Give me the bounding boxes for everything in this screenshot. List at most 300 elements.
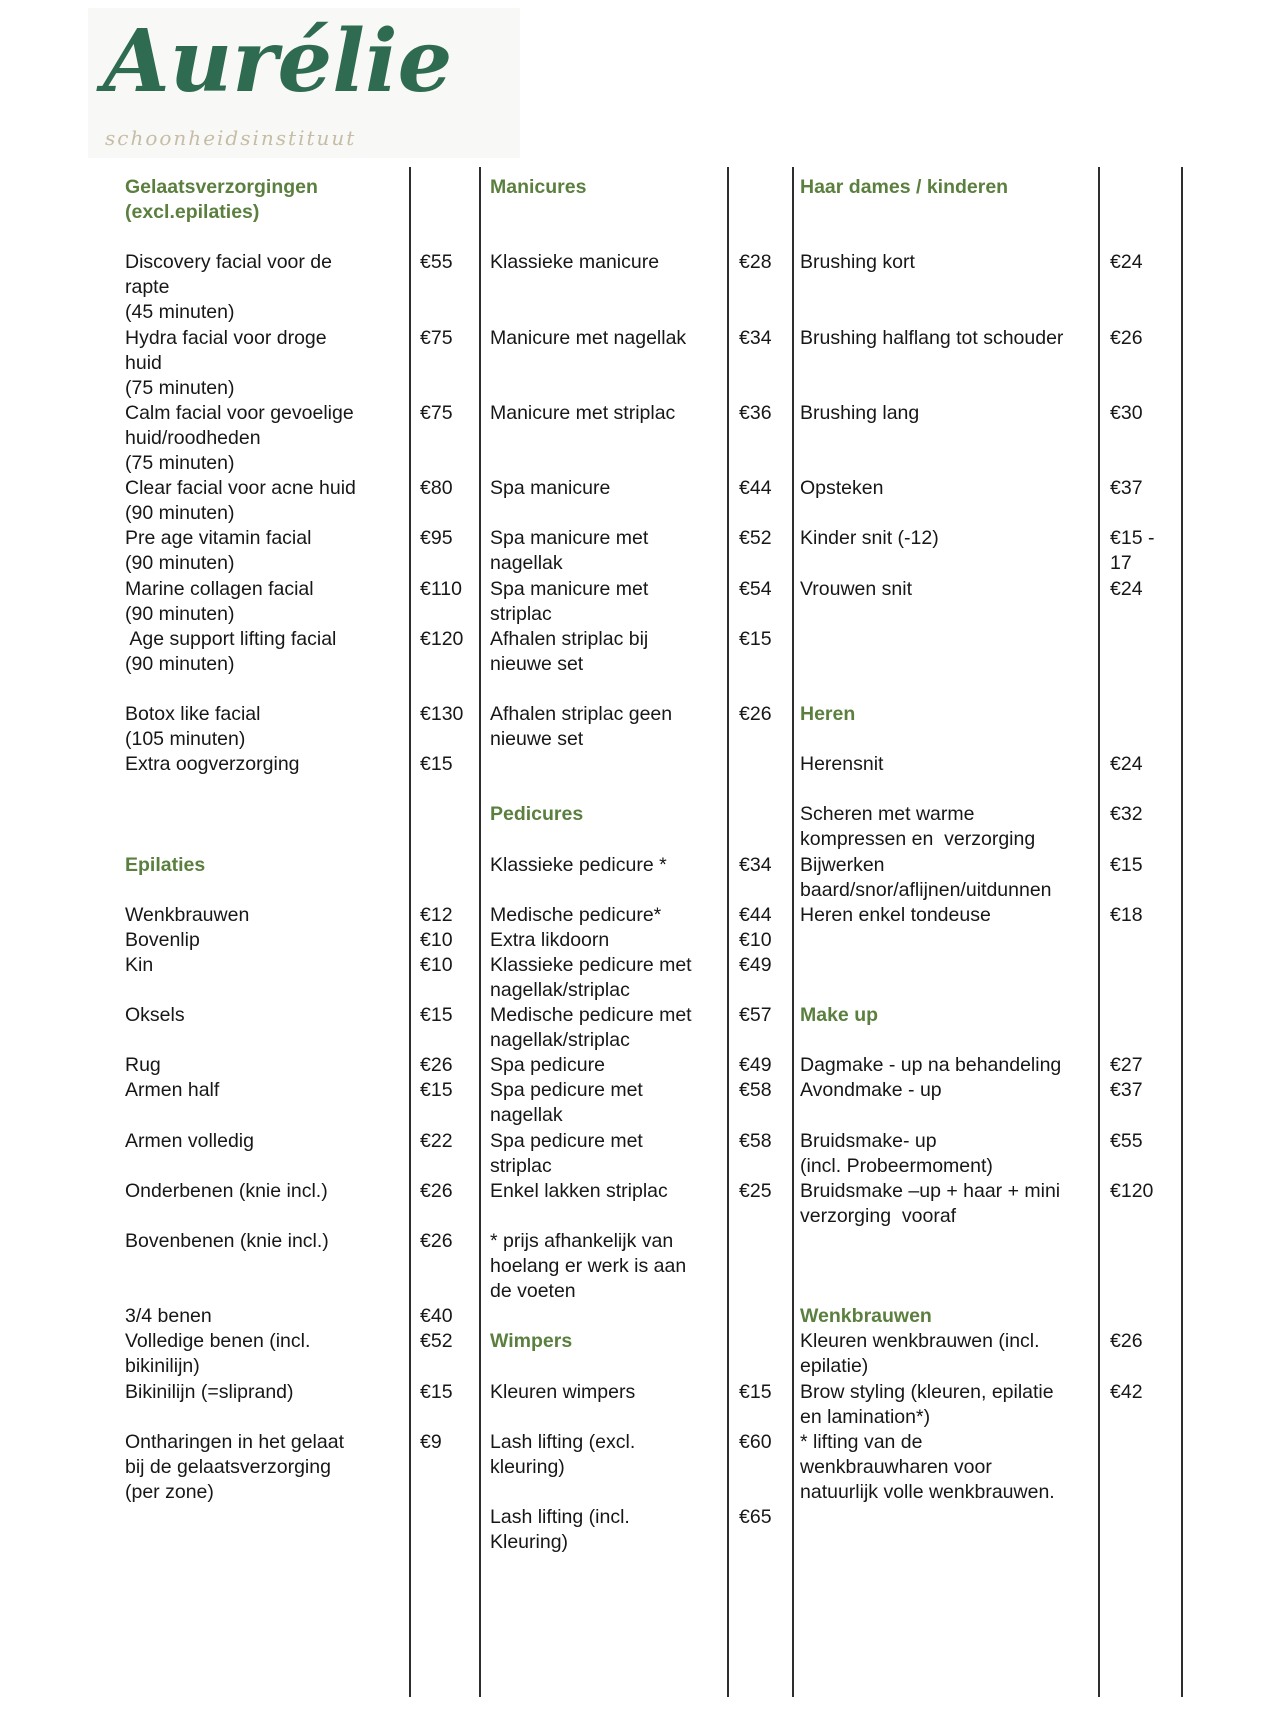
service-price: €37 xyxy=(1110,1079,1143,1102)
blank-line xyxy=(800,928,1096,953)
service-name: Afhalen striplac bij xyxy=(490,627,649,650)
blank-price xyxy=(420,853,463,878)
blank-line xyxy=(125,1154,407,1179)
blank-line xyxy=(490,1480,725,1505)
column-divider xyxy=(1181,167,1183,1697)
blank-price xyxy=(420,802,463,827)
service-name: epilatie) xyxy=(800,1355,869,1378)
blank-price xyxy=(739,1154,772,1179)
service-price: €25 xyxy=(739,1179,772,1202)
service-price: €26 xyxy=(420,1229,453,1252)
service-price: €15 - xyxy=(1110,527,1155,550)
service-price: €24 xyxy=(1110,251,1143,274)
blank-price xyxy=(420,426,463,451)
service-name: Heren enkel tondeuse xyxy=(800,903,991,926)
section-heading: Epilaties xyxy=(125,853,206,876)
blank-line xyxy=(800,978,1096,1003)
service-name: (90 minuten) xyxy=(125,602,235,625)
blank-line xyxy=(800,376,1096,401)
section-heading: Heren xyxy=(800,702,856,725)
service-name: Armen half xyxy=(125,1079,220,1102)
service-name: Manicure met striplac xyxy=(490,401,676,424)
blank-price xyxy=(739,1028,772,1053)
service-name: Wenkbrauwen xyxy=(125,903,250,926)
blank-price xyxy=(739,878,772,903)
blank-price xyxy=(1110,1304,1154,1329)
service-name: Medische pedicure met xyxy=(490,1004,692,1027)
service-name: de voeten xyxy=(490,1280,576,1303)
blank-price xyxy=(1110,225,1154,250)
service-name: Oksels xyxy=(125,1004,185,1027)
blank-price xyxy=(1110,702,1154,727)
service-name: Spa pedicure met xyxy=(490,1129,643,1152)
service-name: Herensnit xyxy=(800,753,884,776)
service-name: Discovery facial voor de xyxy=(125,251,332,274)
service-name: nieuwe set xyxy=(490,652,584,675)
blank-price xyxy=(1110,727,1154,752)
blank-line xyxy=(800,501,1096,526)
blank-price xyxy=(739,1455,772,1480)
blank-price xyxy=(739,1405,772,1430)
column-divider xyxy=(1098,167,1100,1697)
blank-price xyxy=(1110,501,1154,526)
blank-line xyxy=(800,1229,1096,1254)
service-price: €37 xyxy=(1110,477,1143,500)
service-name: Kleuren wimpers xyxy=(490,1380,636,1403)
service-name: Calm facial voor gevoelige xyxy=(125,401,354,424)
blank-line xyxy=(800,426,1096,451)
service-price: €75 xyxy=(420,401,453,424)
blank-price xyxy=(1110,1254,1154,1279)
service-price: €95 xyxy=(420,527,453,550)
blank-price xyxy=(739,275,772,300)
blank-line xyxy=(490,501,725,526)
service-name: Age support lifting facial xyxy=(125,627,337,650)
service-name: Botox like facial xyxy=(125,702,261,725)
blank-price xyxy=(1110,777,1154,802)
service-name: Lash lifting (incl. xyxy=(490,1505,630,1528)
service-name: (90 minuten) xyxy=(125,502,235,525)
blank-line xyxy=(490,1354,725,1379)
service-name: Pre age vitamin facial xyxy=(125,527,312,550)
service-name: bikinilijn) xyxy=(125,1355,200,1378)
service-name: Brushing kort xyxy=(800,251,915,274)
blank-price xyxy=(420,677,463,702)
blank-line xyxy=(490,827,725,852)
blank-price xyxy=(739,777,772,802)
service-price: €80 xyxy=(420,477,453,500)
blank-price xyxy=(420,300,463,325)
blank-line xyxy=(800,351,1096,376)
blank-line xyxy=(490,376,725,401)
blank-line xyxy=(800,677,1096,702)
service-name: (75 minuten) xyxy=(125,452,235,475)
service-price: €55 xyxy=(1110,1129,1143,1152)
column-manicures-pedicures-wimpers-names xyxy=(490,175,725,1555)
service-name: kompressen en verzorging xyxy=(800,828,1036,851)
blank-price xyxy=(739,1530,772,1555)
service-name: (per zone) xyxy=(125,1480,214,1503)
service-name: Klassieke pedicure * xyxy=(490,853,667,876)
blank-price xyxy=(1110,1430,1154,1455)
blank-line xyxy=(800,275,1096,300)
blank-line xyxy=(490,426,725,451)
blank-price xyxy=(420,1028,463,1053)
blank-line xyxy=(800,953,1096,978)
service-price: 17 xyxy=(1110,552,1132,575)
blank-price xyxy=(1110,827,1154,852)
section-heading: Wimpers xyxy=(490,1330,573,1353)
service-price: €130 xyxy=(420,702,464,725)
blank-price xyxy=(1110,1028,1154,1053)
service-name: * lifting van de xyxy=(800,1430,923,1453)
service-price: €10 xyxy=(420,928,453,951)
service-name: Bijwerken xyxy=(800,853,885,876)
service-name: (105 minuten) xyxy=(125,728,246,751)
service-name: Rug xyxy=(125,1054,161,1077)
blank-line xyxy=(125,677,407,702)
service-price: €44 xyxy=(739,477,772,500)
service-name: Scheren met warme xyxy=(800,803,975,826)
blank-line xyxy=(800,1254,1096,1279)
blank-price xyxy=(1110,1480,1154,1505)
service-name: Ontharingen in het gelaat xyxy=(125,1430,344,1453)
blank-price xyxy=(420,1103,463,1128)
column-gelaat-epilaties-names xyxy=(125,175,407,1505)
blank-line xyxy=(490,677,725,702)
service-name: nagellak/striplac xyxy=(490,1029,630,1052)
blank-price xyxy=(739,225,772,250)
blank-price xyxy=(1110,1154,1154,1179)
service-name: baard/snor/aflijnen/uitdunnen xyxy=(800,878,1052,901)
service-name: verzorging vooraf xyxy=(800,1204,957,1227)
service-name: Onderbenen (knie incl.) xyxy=(125,1179,328,1202)
brand-logo: Aurélie xyxy=(103,11,453,112)
blank-price xyxy=(420,1455,463,1480)
blank-price xyxy=(420,175,463,200)
blank-line xyxy=(125,827,407,852)
blank-line xyxy=(125,1204,407,1229)
section-heading: Make up xyxy=(800,1004,879,1027)
section-heading: Pedicures xyxy=(490,803,584,826)
blank-price xyxy=(1110,1003,1154,1028)
blank-price xyxy=(1110,376,1154,401)
service-name: Brushing halflang tot schouder xyxy=(800,326,1064,349)
blank-line xyxy=(800,777,1096,802)
service-name: striplac xyxy=(490,602,552,625)
service-price: €52 xyxy=(739,527,772,550)
blank-price xyxy=(1110,175,1154,200)
blank-line xyxy=(490,225,725,250)
section-heading: Wenkbrauwen xyxy=(800,1305,932,1328)
blank-line xyxy=(125,1028,407,1053)
service-name: Spa pedicure xyxy=(490,1054,605,1077)
blank-line xyxy=(125,777,407,802)
blank-price xyxy=(739,1229,772,1254)
blank-price xyxy=(420,1254,463,1279)
service-price: €18 xyxy=(1110,903,1143,926)
service-price: €12 xyxy=(420,903,453,926)
blank-line xyxy=(490,300,725,325)
service-name: Extra oogverzorging xyxy=(125,753,300,776)
service-name: striplac xyxy=(490,1154,552,1177)
service-price: €49 xyxy=(739,953,772,976)
service-price: €60 xyxy=(739,1430,772,1453)
blank-price xyxy=(1110,878,1154,903)
blank-price xyxy=(1110,1455,1154,1480)
service-price: €15 xyxy=(739,627,772,650)
blank-price xyxy=(420,501,463,526)
blank-price xyxy=(420,275,463,300)
service-name: Hydra facial voor droge xyxy=(125,326,327,349)
blank-line xyxy=(800,200,1096,225)
blank-line xyxy=(800,627,1096,652)
blank-price xyxy=(420,827,463,852)
service-name: Enkel lakken striplac xyxy=(490,1179,668,1202)
blank-line xyxy=(490,1204,725,1229)
service-price: €10 xyxy=(739,928,772,951)
service-name: bij de gelaatsverzorging xyxy=(125,1455,331,1478)
blank-price xyxy=(1110,200,1154,225)
service-price: €26 xyxy=(420,1054,453,1077)
service-price: €24 xyxy=(1110,753,1143,776)
service-price: €9 xyxy=(420,1430,442,1453)
service-name: Medische pedicure* xyxy=(490,903,662,926)
service-name: Volledige benen (incl. xyxy=(125,1330,311,1353)
service-price: €75 xyxy=(420,326,453,349)
blank-line xyxy=(490,351,725,376)
blank-price xyxy=(739,727,772,752)
service-price: €26 xyxy=(739,702,772,725)
column-manicures-pedicures-wimpers-prices xyxy=(739,175,772,1555)
service-name: nieuwe set xyxy=(490,728,584,751)
service-price: €22 xyxy=(420,1129,453,1152)
blank-price xyxy=(420,1204,463,1229)
service-name: Kinder snit (-12) xyxy=(800,527,939,550)
blank-price xyxy=(739,1480,772,1505)
service-name: Armen volledig xyxy=(125,1129,254,1152)
blank-price xyxy=(739,1304,772,1329)
service-price: €26 xyxy=(1110,1330,1143,1353)
blank-price xyxy=(420,652,463,677)
service-name: Extra likdoorn xyxy=(490,928,610,951)
blank-price xyxy=(420,351,463,376)
service-name: Vrouwen snit xyxy=(800,577,913,600)
blank-price xyxy=(1110,1405,1154,1430)
blank-price xyxy=(1110,953,1154,978)
blank-line xyxy=(125,1254,407,1279)
service-name: huid/roodheden xyxy=(125,426,261,449)
blank-price xyxy=(1110,602,1154,627)
blank-price xyxy=(1110,426,1154,451)
service-name: (incl. Probeermoment) xyxy=(800,1154,993,1177)
service-name: (90 minuten) xyxy=(125,552,235,575)
blank-price xyxy=(420,225,463,250)
blank-line xyxy=(125,802,407,827)
service-price: €54 xyxy=(739,577,772,600)
column-divider xyxy=(409,167,411,1697)
service-name: rapte xyxy=(125,276,170,299)
service-name: natuurlijk volle wenkbrauwen. xyxy=(800,1480,1055,1503)
blank-price xyxy=(739,1204,772,1229)
service-name: Opsteken xyxy=(800,477,884,500)
blank-price xyxy=(420,727,463,752)
service-name: Dagmake - up na behandeling xyxy=(800,1054,1062,1077)
service-name: nagellak xyxy=(490,1104,563,1127)
blank-price xyxy=(1110,275,1154,300)
blank-line xyxy=(490,777,725,802)
service-name: Bruidsmake –up + haar + mini xyxy=(800,1179,1061,1202)
service-price: €26 xyxy=(420,1179,453,1202)
blank-price xyxy=(1110,300,1154,325)
blank-line xyxy=(800,727,1096,752)
blank-price xyxy=(420,777,463,802)
service-name: Lash lifting (excl. xyxy=(490,1430,636,1453)
blank-price xyxy=(739,752,772,777)
service-name: Spa pedicure met xyxy=(490,1079,643,1102)
blank-price xyxy=(420,1279,463,1304)
blank-price xyxy=(739,677,772,702)
blank-price xyxy=(739,551,772,576)
service-name: * prijs afhankelijk van xyxy=(490,1229,674,1252)
service-name: Spa manicure met xyxy=(490,577,649,600)
blank-price xyxy=(1110,677,1154,702)
service-price: €32 xyxy=(1110,803,1143,826)
section-heading: Manicures xyxy=(490,176,587,198)
service-name: 3/4 benen xyxy=(125,1305,212,1328)
section-heading: Haar dames / kinderen xyxy=(800,176,1009,198)
service-price: €24 xyxy=(1110,577,1143,600)
service-name: Bovenbenen (knie incl.) xyxy=(125,1229,329,1252)
blank-price xyxy=(1110,652,1154,677)
service-price: €15 xyxy=(420,1004,453,1027)
service-name: Brow styling (kleuren, epilatie xyxy=(800,1380,1054,1403)
blank-line xyxy=(800,1279,1096,1304)
service-price: €15 xyxy=(420,753,453,776)
blank-price xyxy=(420,878,463,903)
service-price: €44 xyxy=(739,903,772,926)
service-name: Marine collagen facial xyxy=(125,577,314,600)
blank-line xyxy=(125,878,407,903)
column-haar-heren-makeup-wenkbrauwen-prices xyxy=(1110,175,1154,1505)
service-name: Afhalen striplac geen xyxy=(490,702,673,725)
service-name: Bruidsmake- up xyxy=(800,1129,937,1152)
blank-line xyxy=(800,225,1096,250)
blank-line xyxy=(490,451,725,476)
service-name: nagellak/striplac xyxy=(490,979,630,1001)
blank-price xyxy=(739,827,772,852)
service-price: €55 xyxy=(420,251,453,274)
service-name: Klassieke pedicure met xyxy=(490,953,692,976)
blank-line xyxy=(800,1028,1096,1053)
blank-price xyxy=(420,1154,463,1179)
blank-price xyxy=(739,451,772,476)
blank-price xyxy=(739,300,772,325)
service-name: Kin xyxy=(125,953,154,976)
blank-price xyxy=(739,200,772,225)
service-name: kleuring) xyxy=(490,1455,565,1478)
blank-price xyxy=(739,175,772,200)
blank-line xyxy=(490,275,725,300)
blank-price xyxy=(420,978,463,1003)
blank-line xyxy=(490,200,725,225)
service-name: wenkbrauwharen voor xyxy=(800,1455,992,1478)
service-name: Klassieke manicure xyxy=(490,251,660,274)
blank-price xyxy=(1110,1279,1154,1304)
blank-price xyxy=(1110,1229,1154,1254)
blank-price xyxy=(420,602,463,627)
service-price: €26 xyxy=(1110,326,1143,349)
blank-line xyxy=(800,451,1096,476)
blank-line xyxy=(125,225,407,250)
column-divider xyxy=(727,167,729,1697)
service-price: €15 xyxy=(1110,853,1143,876)
blank-price xyxy=(739,351,772,376)
blank-line xyxy=(490,752,725,777)
blank-price xyxy=(739,426,772,451)
blank-price xyxy=(1110,1204,1154,1229)
service-name: Bikinilijn (=sliprand) xyxy=(125,1380,294,1403)
blank-line xyxy=(800,602,1096,627)
blank-price xyxy=(1110,1103,1154,1128)
section-heading: (excl.epilaties) xyxy=(125,201,260,224)
blank-price xyxy=(1110,351,1154,376)
service-name: Manicure met nagellak xyxy=(490,326,687,349)
service-name: huid xyxy=(125,351,162,374)
blank-price xyxy=(739,602,772,627)
blank-price xyxy=(420,451,463,476)
blank-price xyxy=(1110,1354,1154,1379)
service-price: €34 xyxy=(739,853,772,876)
service-price: €36 xyxy=(739,401,772,424)
column-gelaat-epilaties-prices xyxy=(420,175,463,1505)
service-price: €34 xyxy=(739,326,772,349)
blank-price xyxy=(739,652,772,677)
blank-price xyxy=(1110,978,1154,1003)
blank-line xyxy=(490,878,725,903)
service-name: Spa manicure xyxy=(490,477,611,500)
blank-line xyxy=(125,1279,407,1304)
brand-subtitle: schoonheidsinstituut xyxy=(105,126,357,150)
service-price: €28 xyxy=(739,251,772,274)
blank-price xyxy=(420,1405,463,1430)
column-divider xyxy=(792,167,794,1697)
service-name: Bovenlip xyxy=(125,928,200,951)
blank-price xyxy=(739,1279,772,1304)
service-price: €57 xyxy=(739,1004,772,1027)
blank-price xyxy=(739,978,772,1003)
service-name: Spa manicure met xyxy=(490,527,649,550)
blank-price xyxy=(420,200,463,225)
blank-price xyxy=(420,376,463,401)
blank-price xyxy=(739,1103,772,1128)
blank-line xyxy=(800,652,1096,677)
service-price: €52 xyxy=(420,1330,453,1353)
service-name: (75 minuten) xyxy=(125,376,235,399)
blank-price xyxy=(1110,451,1154,476)
blank-price xyxy=(739,376,772,401)
blank-price xyxy=(420,1480,463,1505)
service-price: €58 xyxy=(739,1079,772,1102)
service-name: hoelang er werk is aan xyxy=(490,1255,687,1278)
blank-price xyxy=(739,802,772,827)
service-price: €10 xyxy=(420,953,453,976)
service-name: Kleuren wenkbrauwen (incl. xyxy=(800,1330,1040,1353)
service-price: €30 xyxy=(1110,401,1143,424)
blank-line xyxy=(490,1405,725,1430)
blank-price xyxy=(739,1254,772,1279)
service-price: €49 xyxy=(739,1054,772,1077)
